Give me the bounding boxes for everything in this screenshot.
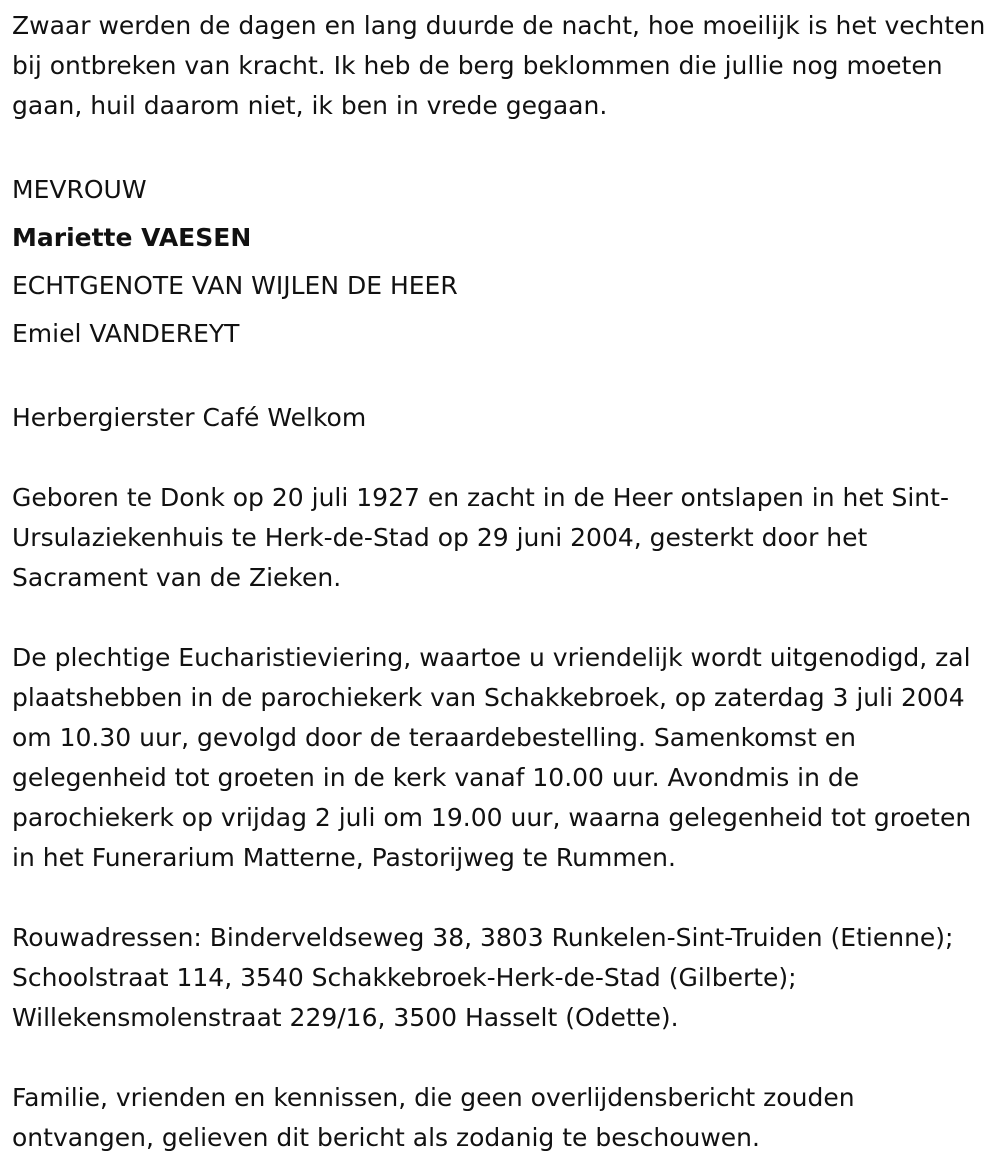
closing-paragraph: Familie, vrienden en kennissen, die geen overlijdensbericht zouden ontvangen, gelieven dit bericht als zodanig te beschouwen. bbox=[12, 1083, 855, 1152]
addresses-paragraph: Rouwadressen: Binderveldseweg 38, 3803 Runkelen-Sint-Truiden (Etienne); Schoolstraat 114, 3540 Schakkebroek-Herk-de-Stad (Gilberte); Willekensmolenstraat 229/16, 3500 Hasselt (Odette). bbox=[12, 923, 954, 1032]
ceremony-paragraph: De plechtige Eucharistieviering, waartoe u vriendelijk wordt uitgenodigd, zal plaatshebben in de parochiekerk van Schakkebroek, op zaterdag 3 juli 2004 om 10.30 uur, gevolgd door de teraardebestelling. Samenkomst en gelegenheid tot groeten in de kerk vanaf 10.00 uur. Avondmis in de parochiekerk op vrijdag 2 juli om 19.00 uur, waarna gelegenheid tot groeten in het Funerarium Matterne, Pastorijweg te Rummen. bbox=[12, 643, 972, 872]
relation-line: ECHTGENOTE VAN WIJLEN DE HEER bbox=[12, 271, 458, 300]
spacer bbox=[12, 358, 988, 398]
poem-paragraph: Zwaar werden de dagen en lang duurde de nacht, hoe moeilijk is het vechten bij ontbreken van kracht. Ik heb de berg beklommen die jullie nog moeten gaan, huil daarom niet, ik ben in vrede gegaan. bbox=[12, 11, 986, 120]
spacer bbox=[12, 126, 988, 166]
honorific: MEVROUW bbox=[12, 175, 147, 204]
spacer bbox=[12, 598, 988, 638]
spacer bbox=[12, 1038, 988, 1078]
occupation-line: Herbergierster Café Welkom bbox=[12, 403, 367, 432]
spouse-name: Emiel VANDEREYT bbox=[12, 319, 240, 348]
deceased-name: Mariette VAESEN bbox=[12, 223, 252, 252]
spacer bbox=[12, 878, 988, 918]
spacer bbox=[12, 438, 988, 478]
birth-death-paragraph: Geboren te Donk op 20 juli 1927 en zacht in de Heer ontslapen in het Sint-Ursulaziekenhuis te Herk-de-Stad op 29 juni 2004, gesterkt door het Sacrament van de Zieken. bbox=[12, 483, 949, 592]
